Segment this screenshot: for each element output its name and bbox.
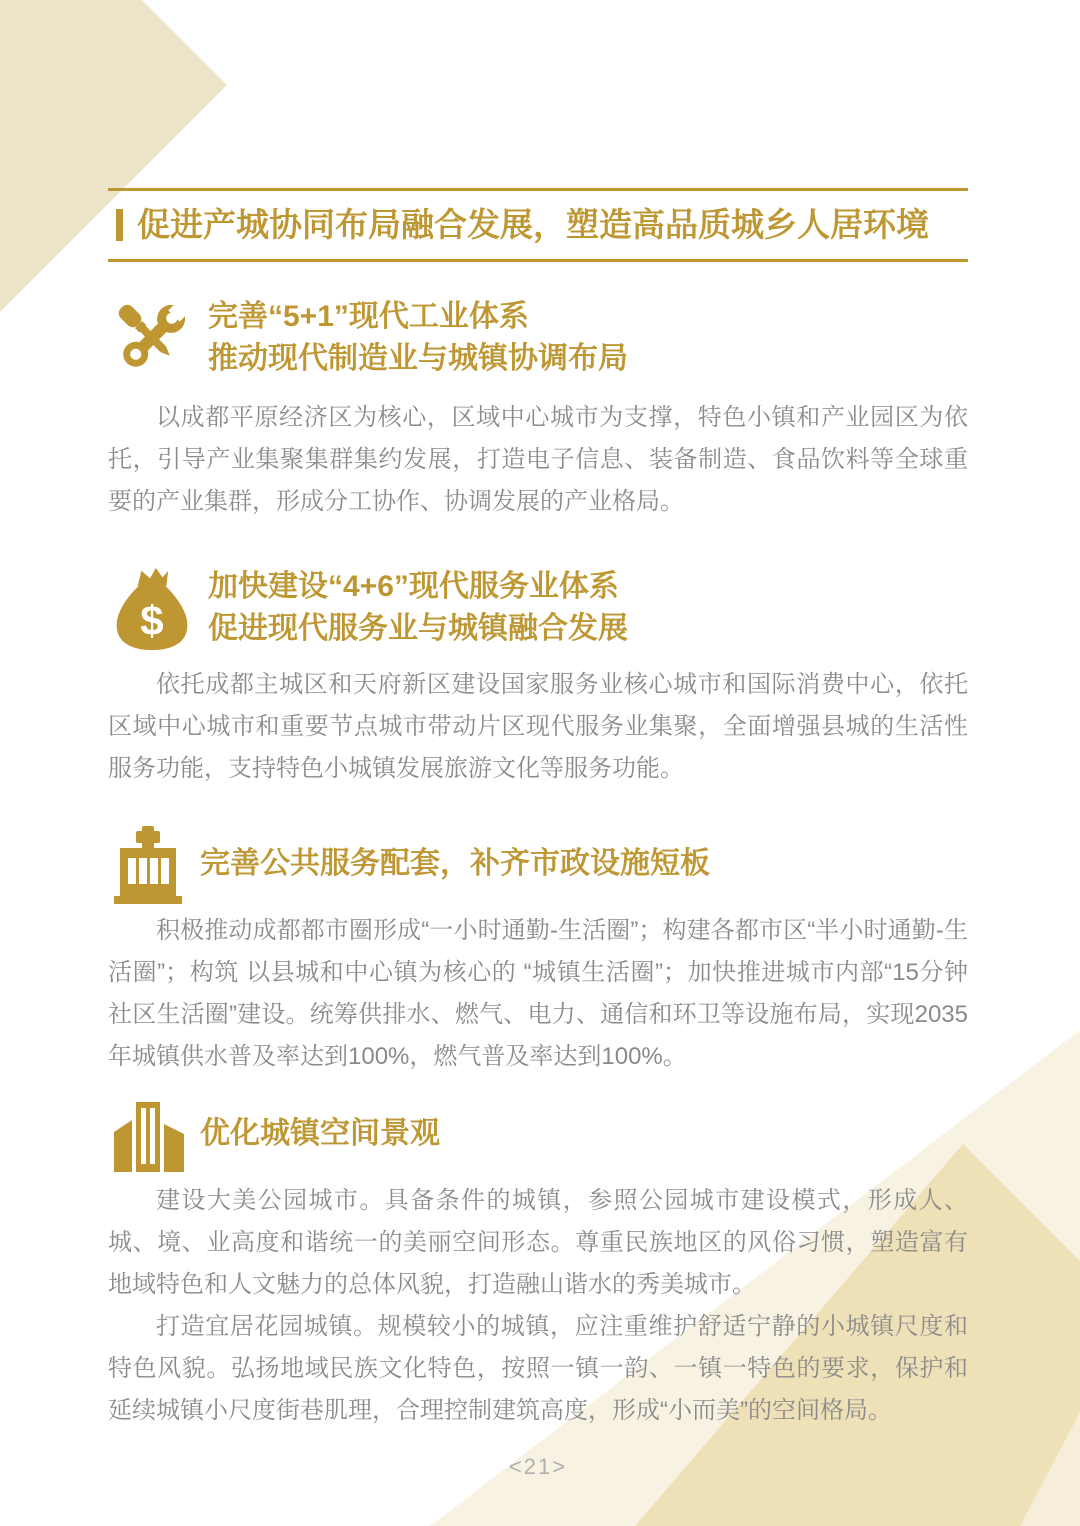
section-heading	[200, 843, 710, 885]
section-banner	[108, 188, 968, 262]
money-bag-icon	[108, 564, 196, 652]
section-paragraph: 打造宜居花园城镇。规模较小的城镇，应注重维护舒适宁静的小城镇尺度和特色风貌。弘扬地域民族文化特色，按照一镇一韵、一镇一特色的要求，保护和延续城镇小尺度街巷肌理，合理控制建筑高度，形成“小而美”的空间格局。	[108, 1313, 968, 1424]
section-heading-line: 促进现代服务业与城镇融合发展	[208, 612, 628, 645]
section-heading-line: 优化城镇空间景观	[200, 1117, 440, 1150]
section-heading	[200, 1113, 440, 1155]
section-heading-line: 推动现代制造业与城镇协调布局	[208, 342, 628, 375]
hospital-icon	[108, 824, 188, 904]
section-services-header	[108, 564, 968, 652]
city-buildings-icon	[108, 1094, 188, 1174]
section-townscape-header	[108, 1094, 968, 1174]
svg-text:$: $	[140, 596, 164, 644]
section-heading-line: 完善公共服务配套，补齐市政设施短板	[200, 847, 710, 880]
page-content	[0, 188, 1080, 1480]
section-heading	[208, 566, 628, 650]
title-accent-bar	[116, 209, 123, 241]
page-number: <21>	[508, 1454, 568, 1479]
section-public-services-header	[108, 824, 968, 904]
page-title	[108, 203, 968, 247]
section-paragraph: 建设大美公园城市。具备条件的城镇，参照公园城市建设模式，形成人、城、境、业高度和谐统一的美丽空间形态。尊重民族地区的风俗习惯，塑造富有地域特色和人文魅力的总体风貌，打造融山谐水的秀美城市。	[108, 1187, 968, 1298]
page-title-text: 促进产城协同布局融合发展，塑造高品质城乡人居环境	[137, 206, 929, 243]
section-paragraph: 依托成都主城区和天府新区建设国家服务业核心城市和国际消费中心，依托区域中心城市和重要节点城市带动片区现代服务业集聚，全面增强县城的生活性服务功能，支持特色小城镇发展旅游文化等服务功能。	[108, 671, 968, 782]
section-paragraph: 积极推动成都都市圈形成“一小时通勤-生活圈”；构建各都市区“半小时通勤-生活圈”；构筑 以县城和中心镇为核心的 “城镇生活圈”；加快推进城市内部“15分钟社区生活圈”建设。统筹供排水、燃气、电力、通信和环卫等设施布局，实现2035年城镇供水普及率达到100%，燃气普及率达到100%。	[108, 917, 968, 1070]
section-paragraph: 以成都平原经济区为核心，区域中心城市为支撑，特色小镇和产业园区为依托，引导产业集聚集群集约发展，打造电子信息、装备制造、食品饮料等全球重要的产业集群，形成分工协作、协调发展的产业格局。	[108, 404, 968, 515]
tools-icon	[108, 294, 196, 382]
section-industry-header	[108, 294, 968, 382]
section-heading-line: 完善“5+1”现代工业体系	[208, 300, 529, 333]
section-heading	[208, 296, 628, 380]
section-heading-line: 加快建设“4+6”现代服务业体系	[208, 570, 619, 603]
